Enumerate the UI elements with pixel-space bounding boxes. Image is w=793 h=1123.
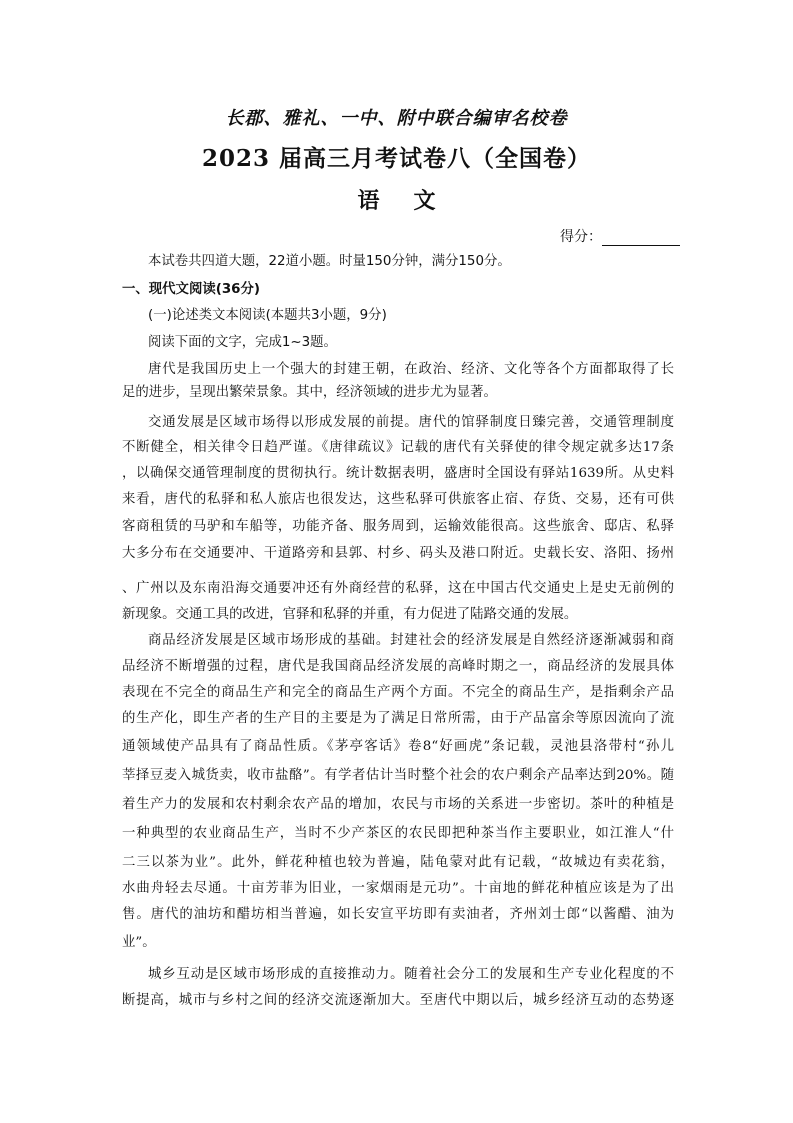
score-field [560,226,680,246]
score-label: 得分： [560,229,602,245]
passage-line: 水曲舟轻去尽通。十亩芳菲为旧业，一家烟雨是元功”。十亩地的鲜花种植应该是为了出 [122,881,674,896]
subject-char-2: 文 [413,188,436,214]
passage-line: 断提高，城市与乡村之间的经济交流逐渐加大。至唐代中期以后，城乡经济互动的态势逐 [122,993,674,1008]
passage-line: 客商租赁的马驴和车船等，功能齐备、服务周到，运输效能很高。这些旅舍、邸店、私驿 [122,519,674,534]
passage-line: 表现在不完全的商品生产和完全的商品生产两个方面。不完全的商品生产，是指剩余产品 [122,685,674,700]
section1-subheading: (一)论述类文本阅读(本题共3小题，9分) [148,308,387,323]
passage-line: 商品经济发展是区域市场形成的基础。封建社会的经济发展是自然经济逐渐减弱和商 [148,633,674,648]
passage-line: 大多分布在交通要冲、干道路旁和县郭、村乡、码头及港口附近。史载长安、洛阳、扬州 [122,546,674,561]
passage-line: 、广州以及东南沿海交通要冲还有外商经营的私驿，这在中国古代交通史上是史无前例的 [122,581,674,596]
passage-line: 足的进步，呈现出繁荣景象。其中，经济领域的进步尤为显著。 [122,385,497,400]
passage-line: 一种典型的农业商品生产，当时不少产茶区的农民即把种茶当作主要职业，如江淮人“什 [122,826,674,841]
passage-line: 交通发展是区域市场得以形成发展的前提。唐代的馆驿制度日臻完善，交通管理制度 [148,415,674,430]
passage-line: 唐代是我国历史上一个强大的封建王朝，在政治、经济、文化等各个方面都取得了长 [148,362,674,377]
subject-char-1: 语 [357,188,380,214]
score-blank[interactable] [602,232,680,246]
passage-line: 品经济不断增强的过程，唐代是我国商品经济发展的高峰时期之一，商品经济的发展具体 [122,659,674,674]
passage-line: 通领域使产品具有了商品性质。《茅亭客话》卷8“好画虎”条记载，灵池县洛带村“孙儿 [122,739,674,754]
passage-line: 的生产化，即生产者的生产目的主要是为了满足日常所需，由于产品富余等原因流向了流 [122,711,674,726]
subject-title [0,184,793,215]
passage-line: 来看，唐代的私驿和私人旅店也很发达，这些私驿可供旅客止宿、存货、交易，还有可供 [122,492,674,507]
exam-title: 2023 届高三月考试卷八（全国卷） [201,145,592,172]
school-union-heading: 长郡、雅礼、一中、附中联合编审名校卷 [225,108,568,129]
passage-line: 售。唐代的油坊和醋坊相当普遍，如长安宣平坊即有卖油者，齐州刘士郎“以酱醋、油为 [122,907,674,922]
passage-line: 新现象。交通工具的改进，官驿和私驿的并重，有力促进了陆路交通的发展。 [122,607,578,622]
section1-heading: 一、现代文阅读(36分) [122,282,260,297]
passage-line: 不断健全，相关律令日趋严谨。《唐律疏议》记载的唐代有关驿使的律令规定就多达17条 [122,440,674,455]
passage-line: ，以确保交通管理制度的贯彻执行。统计数据表明，盛唐时全国设有驿站1639所。从史料 [122,466,674,481]
instructions: 本试卷共四道大题，22道小题。时量150分钟，满分150分。 [148,254,511,269]
passage-line: 业”。 [122,935,156,950]
passage-line: 城乡互动是区域市场形成的直接推动力。随着社会分工的发展和生产专业化程度的不 [148,967,674,982]
passage-line: 二三以茶为业”。此外，鲜花种植也较为普遍，陆龟蒙对此有记载，“故城边有卖花翁， [122,855,674,870]
passage-line: 莘择豆麦入城货卖，收市盐酪”。有学者估计当时整个社会的农户剩余产品率达到20%。随 [122,768,674,783]
reading-prompt: 阅读下面的文字，完成1~3题。 [148,335,337,350]
passage-line: 着生产力的发展和农村剩余农产品的增加，农民与市场的关系进一步密切。茶叶的种植是 [122,797,674,812]
